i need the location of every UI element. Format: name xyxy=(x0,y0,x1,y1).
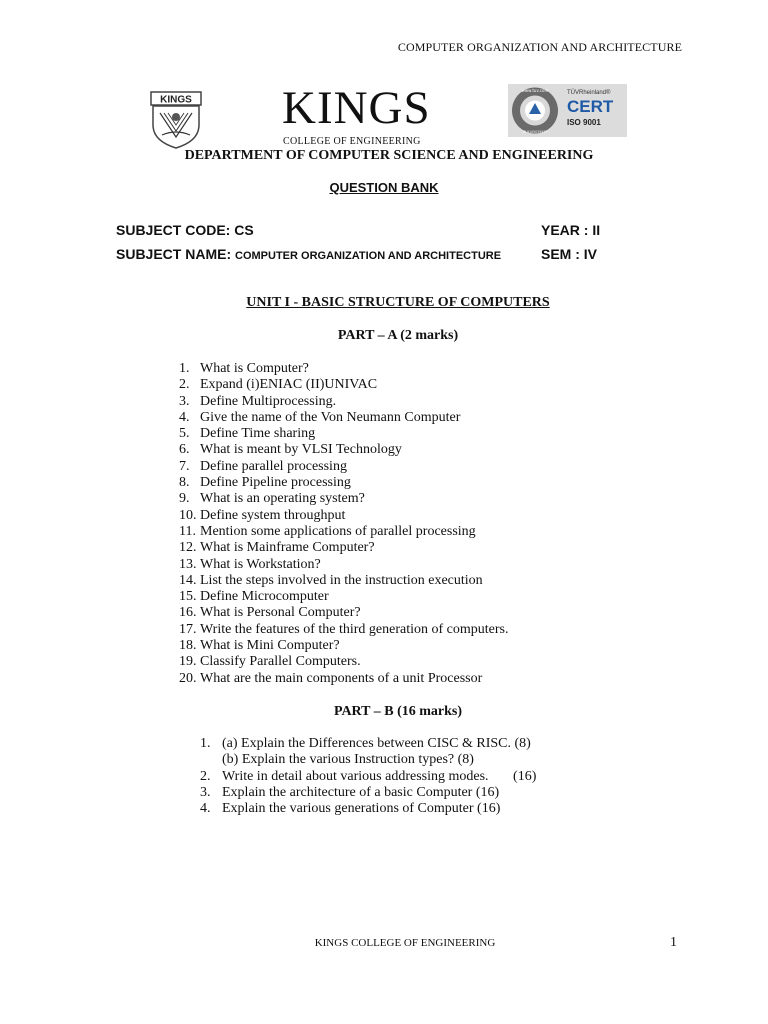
part-b-title: PART – B (16 marks) xyxy=(333,704,463,719)
part-a-question xyxy=(179,605,509,621)
question-number: 8. xyxy=(179,475,190,491)
question-number: 4. xyxy=(179,409,190,425)
question-text: What is Workstation? xyxy=(200,556,321,572)
part-a-question xyxy=(179,410,509,426)
question-number: 2. xyxy=(179,377,190,393)
part-a-question xyxy=(179,622,509,638)
part-a-question xyxy=(179,524,509,540)
question-number: 14. xyxy=(179,572,197,588)
question-number: 3. xyxy=(179,393,190,409)
part-a-question xyxy=(179,540,509,556)
college-subtitle: COLLEGE OF ENGINEERING xyxy=(283,136,421,147)
question-number: 18. xyxy=(179,638,197,654)
question-text: What is an operating system? xyxy=(200,491,365,507)
part-a-question xyxy=(179,491,509,507)
subject-code: SUBJECT CODE: CS xyxy=(116,222,254,238)
question-text: Define parallel processing xyxy=(200,458,347,474)
question-text: List the steps involved in the instruction execution xyxy=(200,572,483,588)
question-number: 2. xyxy=(200,768,211,784)
question-number: 10. xyxy=(179,507,197,523)
part-a-question xyxy=(179,361,509,377)
question-text: What are the main components of a unit Processor xyxy=(200,670,483,686)
part-a-question xyxy=(179,589,509,605)
part-a-question xyxy=(179,377,509,393)
part-a-question xyxy=(179,638,509,654)
part-b-subquestion xyxy=(200,752,536,768)
part-b-question xyxy=(200,736,536,752)
part-a-question xyxy=(179,557,509,573)
document-title: QUESTION BANK xyxy=(329,180,439,195)
part-b-question-list xyxy=(200,736,536,817)
part-b-question xyxy=(200,769,536,785)
part-a-question xyxy=(179,442,509,458)
question-number: 15. xyxy=(179,589,197,605)
question-text: Mention some applications of parallel processing xyxy=(200,523,476,539)
question-text: Write in detail about various addressing modes. (16) xyxy=(222,768,537,784)
tuv-cert-logo xyxy=(508,84,627,137)
question-text: What is meant by VLSI Technology xyxy=(200,442,402,458)
part-a-question xyxy=(179,508,509,524)
part-a-question xyxy=(179,475,509,491)
subject-name xyxy=(116,246,501,262)
question-number: 11. xyxy=(179,523,196,539)
question-text: What is Personal Computer? xyxy=(200,605,361,621)
question-number: 12. xyxy=(179,540,197,556)
subject-name-value: COMPUTER ORGANIZATION AND ARCHITECTURE xyxy=(235,250,502,262)
department-heading: DEPARTMENT OF COMPUTER SCIENCE AND ENGINEERING xyxy=(184,148,594,163)
college-name: KINGS xyxy=(282,82,431,134)
question-text: Write the features of the third generation of computers. xyxy=(200,621,509,637)
part-a-question xyxy=(179,671,509,687)
question-number: 6. xyxy=(179,442,190,458)
part-a-question xyxy=(179,573,509,589)
part-a-question-list xyxy=(179,361,509,687)
crest-badge-text: KINGS xyxy=(160,94,192,106)
question-text: What is Mainframe Computer? xyxy=(200,540,375,556)
question-number: 1. xyxy=(200,736,211,751)
question-text: (a) Explain the Differences between CISC & RISC. (8) xyxy=(222,736,531,751)
question-text: Give the name of the Von Neumann Computer xyxy=(200,409,461,425)
page-footer: KINGS COLLEGE OF ENGINEERING xyxy=(314,937,496,949)
question-number: 17. xyxy=(179,621,197,637)
cert-brand: TÜVRheinland® xyxy=(567,90,611,96)
subject-name-label: SUBJECT NAME: xyxy=(116,246,236,262)
cert-label: CERT xyxy=(567,97,614,116)
question-number: 20. xyxy=(179,670,197,686)
question-text: Define Microcomputer xyxy=(200,589,329,605)
question-text: Define system throughput xyxy=(200,507,346,523)
part-a-question xyxy=(179,426,509,442)
cert-standard: ISO 9001 xyxy=(567,118,601,127)
question-text: Explain the various generations of Computer (16) xyxy=(222,801,501,817)
semester-label: SEM : IV xyxy=(541,246,598,262)
unit-title: UNIT I - BASIC STRUCTURE OF COMPUTERS xyxy=(246,295,550,310)
cert-ring-text: www.tuv.com xyxy=(521,88,549,93)
question-number: 19. xyxy=(179,654,197,670)
question-number: 13. xyxy=(179,556,197,572)
question-number: 9. xyxy=(179,491,190,507)
part-a-question xyxy=(179,654,509,670)
question-text: Define Time sharing xyxy=(200,426,316,442)
question-text: What is Mini Computer? xyxy=(200,638,340,654)
question-text: Define Multiprocessing. xyxy=(200,393,337,409)
question-text: Expand (i)ENIAC (II)UNIVAC xyxy=(200,377,378,393)
question-text: Classify Parallel Computers. xyxy=(200,654,361,670)
year-label: YEAR : II xyxy=(541,222,601,238)
question-text: (b) Explain the various Instruction types? (8) xyxy=(222,752,474,768)
question-number: 1. xyxy=(179,361,190,376)
part-a-question xyxy=(179,459,509,475)
part-a-question xyxy=(179,394,509,410)
part-a-title: PART – A (2 marks) xyxy=(337,328,459,343)
question-number: 16. xyxy=(179,605,197,621)
college-crest-logo xyxy=(150,91,202,149)
running-header: COMPUTER ORGANIZATION AND ARCHITECTURE xyxy=(397,40,682,54)
cert-ring-id: ID 9105035977 xyxy=(522,130,548,134)
question-number: 7. xyxy=(179,458,190,474)
question-number: 3. xyxy=(200,784,211,800)
question-number: 4. xyxy=(200,801,211,817)
part-b-question xyxy=(200,785,536,801)
page-number: 1 xyxy=(670,935,677,950)
question-text: Explain the architecture of a basic Computer (16) xyxy=(222,784,500,800)
question-text: Define Pipeline processing xyxy=(200,475,351,491)
part-b-question xyxy=(200,801,536,817)
question-number: 5. xyxy=(179,426,190,442)
question-text: What is Computer? xyxy=(200,361,309,376)
